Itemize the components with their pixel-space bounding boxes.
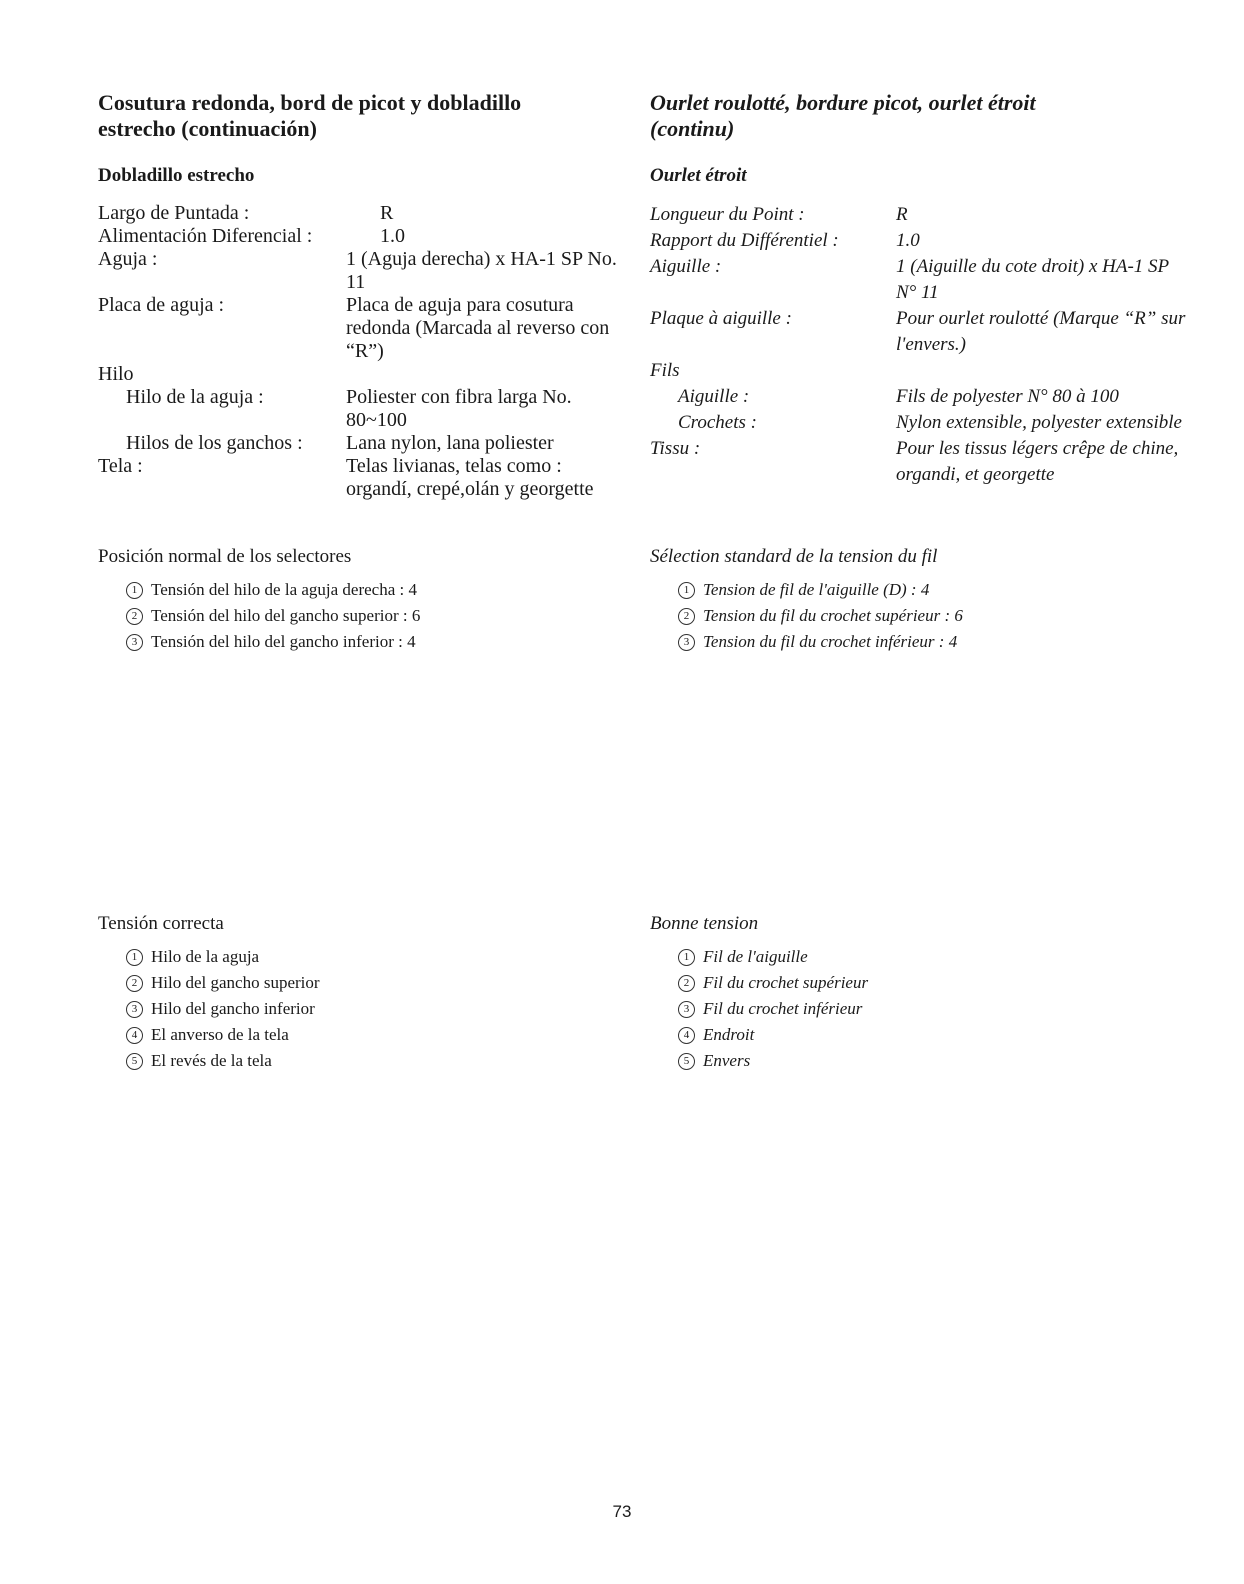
spec-row bbox=[650, 306, 1190, 358]
circled-number: 2 bbox=[126, 975, 143, 992]
list-item bbox=[678, 996, 868, 1022]
spec-label: Tela : bbox=[98, 455, 143, 477]
circled-number: 1 bbox=[678, 582, 695, 599]
spec-value: Fils de polyester N° 80 à 100 bbox=[896, 386, 1119, 407]
spec-value: Pour ourlet roulotté (Marque “R” sur l'envers.) bbox=[896, 308, 1186, 355]
spec-label: Hilos de los ganchos : bbox=[126, 432, 303, 454]
list-item bbox=[126, 577, 420, 603]
spec-label: Placa de aguja : bbox=[98, 294, 225, 316]
spec-value: Poliester con fibra larga No. 80~100 bbox=[346, 386, 572, 431]
spec-row bbox=[98, 455, 618, 501]
spanish-column bbox=[98, 90, 618, 501]
list-item-text: Endroit bbox=[703, 1025, 755, 1044]
circled-number: 1 bbox=[126, 949, 143, 966]
spec-label: Aiguille : bbox=[678, 386, 750, 407]
french-selectors-section bbox=[650, 545, 963, 655]
list-item bbox=[678, 1048, 868, 1074]
title-line: estrecho (continuación) bbox=[98, 116, 317, 141]
spec-row bbox=[98, 386, 618, 432]
circled-number: 3 bbox=[678, 634, 695, 651]
list-item-text: Envers bbox=[703, 1051, 751, 1070]
spec-label: Hilo bbox=[98, 363, 134, 385]
spec-row bbox=[98, 432, 618, 455]
selectors-heading: Posición normal de los selectores bbox=[98, 546, 352, 567]
spec-label: Alimentación Diferencial : bbox=[98, 225, 313, 247]
spec-row bbox=[98, 248, 618, 294]
spec-value: Pour les tissus légers crêpe de chine, organdi, et georgette bbox=[896, 438, 1179, 485]
circled-number: 2 bbox=[678, 608, 695, 625]
spec-value bbox=[896, 358, 1190, 384]
spec-label: Rapport du Différentiel : bbox=[650, 230, 839, 251]
tension-heading: Bonne tension bbox=[650, 913, 759, 934]
list-item-text: Fil du crochet inférieur bbox=[703, 999, 863, 1018]
spec-row bbox=[98, 363, 618, 386]
title-line: Cosutura redonda, bord de picot y dobladillo bbox=[98, 90, 522, 115]
list-item-text: Tensión del hilo del gancho superior : 6 bbox=[151, 606, 421, 625]
list-item bbox=[678, 603, 963, 629]
circled-number: 4 bbox=[126, 1027, 143, 1044]
french-column bbox=[650, 90, 1190, 488]
list-item-text: Tensión del hilo de la aguja derecha : 4 bbox=[151, 580, 417, 599]
spec-row bbox=[98, 294, 618, 363]
spec-label: Fils bbox=[650, 360, 680, 381]
circled-number: 2 bbox=[678, 975, 695, 992]
selectors-list bbox=[650, 577, 963, 655]
list-item bbox=[678, 970, 868, 996]
spec-value: Telas livianas, telas como : organdí, crepé,olán y georgette bbox=[346, 455, 594, 500]
tension-list bbox=[98, 944, 320, 1074]
circled-number: 3 bbox=[126, 1001, 143, 1018]
circled-number: 3 bbox=[678, 1001, 695, 1018]
list-item bbox=[678, 577, 963, 603]
list-item-text: Hilo de la aguja bbox=[151, 947, 260, 966]
circled-number: 5 bbox=[126, 1053, 143, 1070]
spanish-subheading: Dobladillo estrecho bbox=[98, 165, 255, 186]
list-item bbox=[126, 996, 320, 1022]
list-item-text: Fil de l'aiguille bbox=[703, 947, 808, 966]
spec-value: R bbox=[896, 204, 908, 225]
circled-number: 4 bbox=[678, 1027, 695, 1044]
spec-row bbox=[650, 358, 1190, 384]
circled-number: 3 bbox=[126, 634, 143, 651]
spanish-selectors-section bbox=[98, 545, 420, 655]
selectors-heading: Sélection standard de la tension du fil bbox=[650, 546, 938, 567]
spec-row bbox=[650, 254, 1190, 306]
spec-label: Hilo de la aguja : bbox=[126, 386, 264, 408]
spec-label: Plaque à aiguille : bbox=[650, 308, 792, 329]
french-subheading: Ourlet étroit bbox=[650, 165, 747, 186]
spec-label: Crochets : bbox=[678, 412, 757, 433]
list-item-text: Hilo del gancho inferior bbox=[151, 999, 315, 1018]
spec-value: 1.0 bbox=[380, 225, 405, 247]
spec-value: Lana nylon, lana poliester bbox=[346, 432, 554, 454]
list-item-text: El revés de la tela bbox=[151, 1051, 272, 1070]
spec-value: 1.0 bbox=[896, 230, 920, 251]
spec-value: Nylon extensible, polyester extensible bbox=[896, 412, 1182, 433]
french-spec-table bbox=[650, 202, 1190, 488]
list-item bbox=[126, 970, 320, 996]
spanish-tension-section bbox=[98, 912, 320, 1074]
spec-row bbox=[650, 436, 1190, 488]
list-item bbox=[126, 1048, 320, 1074]
spec-label: Largo de Puntada : bbox=[98, 202, 250, 224]
circled-number: 1 bbox=[126, 582, 143, 599]
spec-row bbox=[650, 228, 1190, 254]
list-item bbox=[126, 629, 420, 655]
list-item bbox=[678, 944, 868, 970]
spec-label: Aiguille : bbox=[650, 256, 722, 277]
spanish-spec-table bbox=[98, 202, 618, 501]
list-item bbox=[678, 1022, 868, 1048]
list-item-text: Hilo del gancho superior bbox=[151, 973, 320, 992]
list-item bbox=[126, 1022, 320, 1048]
spec-value bbox=[346, 363, 618, 386]
list-item-text: El anverso de la tela bbox=[151, 1025, 289, 1044]
list-item-text: Tension du fil du crochet supérieur : 6 bbox=[703, 606, 963, 625]
title-line: (continu) bbox=[650, 116, 735, 141]
spec-value: Placa de aguja para cosutura redonda (Marcada al reverso con “R”) bbox=[346, 294, 610, 362]
list-item bbox=[126, 603, 420, 629]
spec-row bbox=[650, 202, 1190, 228]
spec-label: Longueur du Point : bbox=[650, 204, 805, 225]
spec-row bbox=[98, 225, 618, 248]
circled-number: 1 bbox=[678, 949, 695, 966]
list-item-text: Tensión del hilo del gancho inferior : 4 bbox=[151, 632, 416, 651]
list-item bbox=[678, 629, 963, 655]
title-line: Ourlet roulotté, bordure picot, ourlet étroit bbox=[650, 90, 1036, 115]
selectors-list bbox=[98, 577, 420, 655]
page-number: 73 bbox=[612, 1502, 632, 1521]
french-title bbox=[650, 90, 1190, 142]
spec-label: Aguja : bbox=[98, 248, 158, 270]
spec-row bbox=[650, 384, 1190, 410]
tension-list bbox=[650, 944, 868, 1074]
circled-number: 2 bbox=[126, 608, 143, 625]
french-tension-section bbox=[650, 912, 868, 1074]
spec-value: R bbox=[380, 202, 394, 224]
spec-value: 1 (Aiguille du cote droit) x HA-1 SP N° 11 bbox=[896, 256, 1169, 303]
spec-row bbox=[98, 202, 618, 225]
list-item-text: Tension du fil du crochet inférieur : 4 bbox=[703, 632, 958, 651]
circled-number: 5 bbox=[678, 1053, 695, 1070]
spanish-title bbox=[98, 90, 618, 142]
list-item-text: Fil du crochet supérieur bbox=[703, 973, 869, 992]
list-item-text: Tension de fil de l'aiguille (D) : 4 bbox=[703, 580, 930, 599]
spec-row bbox=[650, 410, 1190, 436]
spec-label: Tissu : bbox=[650, 438, 701, 459]
tension-heading: Tensión correcta bbox=[98, 913, 224, 934]
spec-value: 1 (Aguja derecha) x HA-1 SP No. 11 bbox=[346, 248, 617, 293]
list-item bbox=[126, 944, 320, 970]
